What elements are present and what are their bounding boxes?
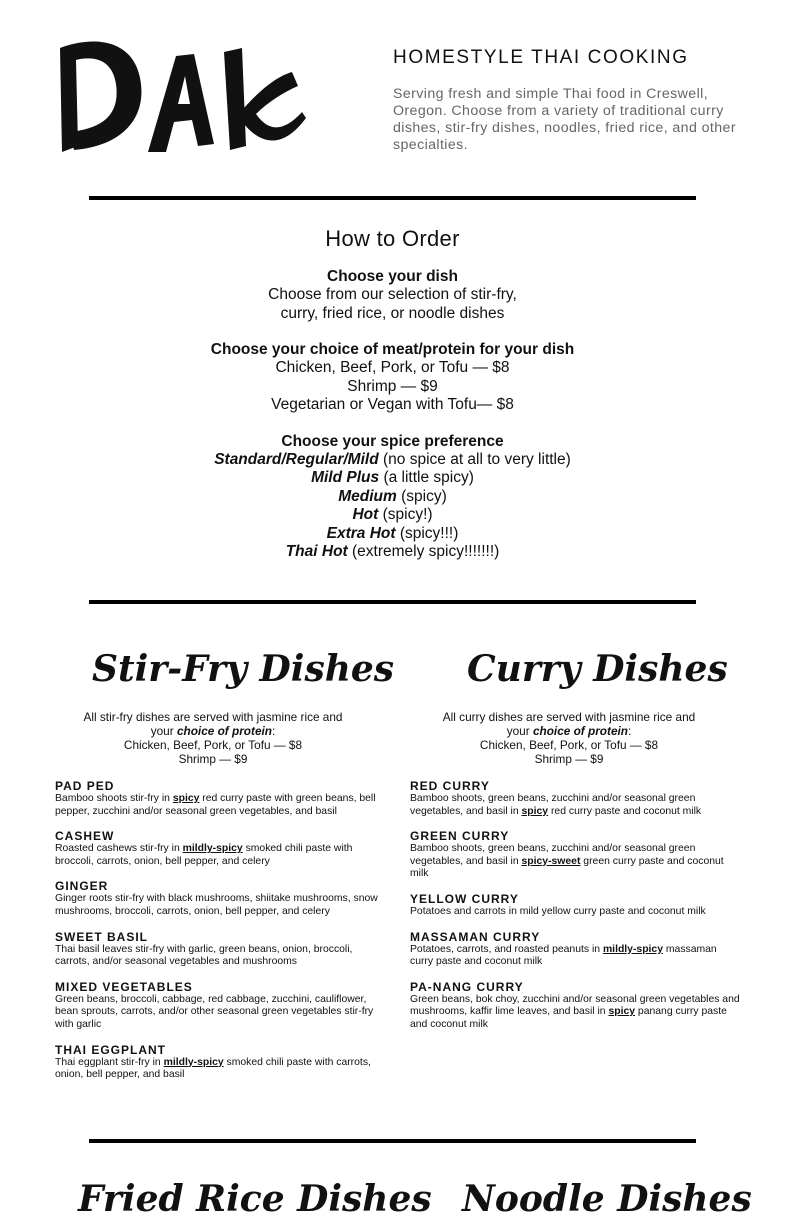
spice-desc: (no spice at all to very little) [378,450,571,468]
dish-desc: Thai eggplant stir-fry in mildly-spicy smoked chili paste with carrots, onion, bell pepper, and basil [55,1056,371,1081]
spice-desc: (a little spicy) [379,469,474,486]
spice-name: Medium [338,487,397,505]
dish-name: RED CURRY [410,779,490,793]
curry-title: Curry Dishes [467,648,728,690]
noodle-title: Noodle Dishes [462,1178,752,1220]
spice-level [0,525,785,544]
fried-rice-title: Fried Rice Dishes [78,1178,432,1220]
spice-level [0,506,785,525]
menu-item [410,892,740,919]
stirfry-note [48,710,378,766]
menu-item [55,1043,385,1082]
menu-item [55,980,385,1032]
divider [89,600,696,604]
dish-desc: Green beans, bok choy, zucchini and/or seasonal green vegetables and mushrooms, kaffir lime leaves, and basil in spicy panang curry paste and coconut milk [410,993,740,1030]
spice-name: Mild Plus [311,469,380,486]
step-line: Chicken, Beef, Pork, or Tofu — $8 [275,359,510,376]
menu-item [410,779,740,818]
step-line: curry, fried rice, or noodle dishes [280,304,505,322]
dish-desc: Bamboo shoots stir-fry in spicy red curry paste with green beans, bell pepper, zucchini and/or seasonal green vegetables, and basil [55,793,376,817]
dish-desc: Potatoes and carrots in mild yellow curry paste and coconut milk [410,905,706,917]
dish-name: PAD PED [55,779,115,793]
step-heading: Choose your choice of meat/protein for your dish [210,341,575,358]
step-line: Shrimp — $9 [347,377,438,395]
menu-item [55,879,385,918]
tagline: HOMESTYLE THAI COOKING [393,47,689,68]
menu-item [410,980,740,1032]
spice-name: Hot [352,506,379,523]
spice-desc: (extremely spicy!!!!!!!) [347,543,500,560]
dish-name: YELLOW CURRY [410,891,519,906]
spice-name: Extra Hot [326,524,396,542]
menu-item [55,779,385,818]
note-line: All stir-fry dishes are served with jasmine rice and [83,710,343,724]
dak-logo [52,28,312,168]
dish-name: MIXED VEGETABLES [55,979,193,994]
menu-item [410,829,740,881]
step-heading: Choose your spice preference [281,432,504,450]
step-dish [0,268,785,323]
spice-name: Thai Hot [285,543,348,560]
dish-name: GREEN CURRY [410,829,510,844]
divider [89,1139,696,1143]
dish-name: CASHEW [55,829,115,844]
note-line: All curry dishes are served with jasmine rice and [442,710,696,724]
how-to-order [0,226,785,580]
step-spice [0,433,785,562]
spice-level [0,488,785,507]
dish-desc: Green beans, broccoli, cabbage, red cabbage, zucchini, cauliflower, bean sprouts, carrots, and/or other seasonal green vegetables stir-fry with garlic [55,993,374,1030]
dish-desc: Roasted cashews stir-fry in mildly-spicy smoked chili paste with broccoli, carrots, onion, bell pepper, and celery [55,843,353,867]
curry-list [410,779,740,1043]
spice-level [0,451,785,470]
dish-name: THAI EGGPLANT [55,1042,166,1057]
dish-name: MASSAMAN CURRY [410,929,541,944]
menu-item [55,829,385,868]
note-line: your choice of protein: [506,724,632,738]
dish-desc: Ginger roots stir-fry with black mushrooms, shiitake mushrooms, snow mushrooms, broccoli, carrots, onion, bell pepper, and celery [55,893,378,917]
dish-desc: Bamboo shoots, green beans, zucchini and/or seasonal green vegetables, and basil in spicy-sweet green curry paste and coconut milk [410,843,724,880]
step-heading: Choose your dish [327,268,458,285]
step-line: Choose from our selection of stir-fry, [268,286,517,303]
price-line: Chicken, Beef, Pork, or Tofu — $8 [479,738,659,752]
dish-desc: Potatoes, carrots, and roasted peanuts in mildly-spicy massaman curry paste and coconut milk [410,943,717,968]
price-line: Shrimp — $9 [534,752,604,766]
dish-name: SWEET BASIL [55,929,149,944]
dish-desc: Bamboo shoots, green beans, zucchini and/or seasonal green vegetables, and basil in spicy red curry paste and coconut milk [410,793,702,817]
menu-item [55,930,385,969]
spice-name: Standard/Regular/Mild [214,450,379,468]
note-line: your choice of protein: [150,724,276,738]
price-line: Shrimp — $9 [178,752,248,766]
dish-desc: Thai basil leaves stir-fry with garlic, green beans, onion, broccoli, carrots, and/or seasonal vegetables and mushrooms [55,943,353,968]
spice-desc: (spicy!!!) [395,524,459,542]
divider [89,196,696,200]
step-line: Vegetarian or Vegan with Tofu— $8 [271,396,514,413]
spice-level [0,543,785,562]
spice-desc: (spicy!) [378,506,433,523]
curry-note [404,710,734,766]
intro-text: Serving fresh and simple Thai food in Creswell, Oregon. Choose from a variety of traditional curry dishes, stir-fry dishes, noodles, fried rice, and other specialties. [393,86,736,153]
order-title: How to Order [325,226,460,251]
dish-name: PA-NANG CURRY [410,979,524,994]
price-line: Chicken, Beef, Pork, or Tofu — $8 [123,738,303,752]
spice-desc: (spicy) [396,487,447,505]
stirfry-list [55,779,385,1093]
stirfry-title: Stir-Fry Dishes [92,648,395,690]
step-protein [0,341,785,415]
menu-item [410,930,740,969]
dish-name: GINGER [55,879,109,894]
spice-level [0,469,785,488]
